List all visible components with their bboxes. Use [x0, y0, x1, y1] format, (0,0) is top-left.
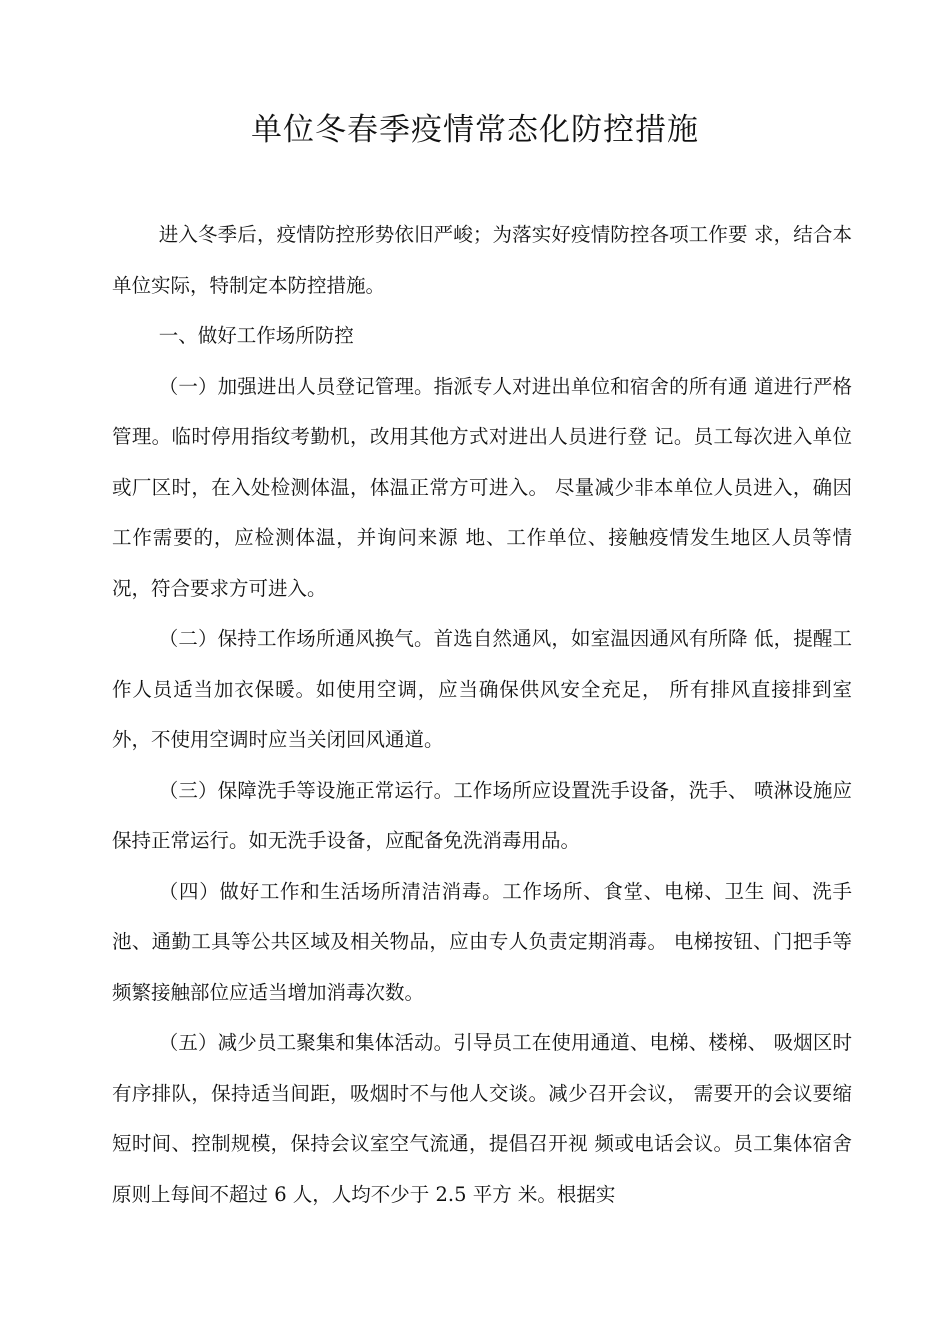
document-title: 单位冬春季疫情常态化防控措施 — [251, 112, 699, 148]
section-heading-workplace: 一、做好工作场所防控 — [158, 324, 354, 347]
item-4-paragraph: （四）做好工作和生活场所清洁消毒。工作场所、食堂、电梯、卫生 间、洗手池、通勤工具等公共区域及相关物品，应由专人负责定期消毒。 电梯按钮、门把手等频繁接触部位应适当增加消毒次数。 — [112, 879, 852, 1004]
item-3-paragraph: （三）保障洗手等设施正常运行。工作场所应设置洗手设备，洗手、 喷淋设施应保持正常运行。如无洗手设备，应配备免洗消毒用品。 — [112, 778, 852, 852]
item-1-paragraph: （一）加强进出人员登记管理。指派专人对进出单位和宿舍的所有通 道进行严格管理。临时停用指纹考勤机，改用其他方式对进出人员进行登 记。员工每次进入单位或厂区时，在入处检测体温，体温正常方可进入。 尽量减少非本单位人员进入，确因工作需要的，应检测体温，并询问来源 地、工作单位、接触疫情发生地区人员等情况，符合要求方可进入。 — [112, 374, 852, 600]
document-body — [112, 210, 852, 1220]
item-2-paragraph: （二）保持工作场所通风换气。首选自然通风，如室温因通风有所降 低，提醒工作人员适当加衣保暖。如使用空调，应当确保供风安全充足， 所有排风直接排到室外，不使用空调时应当关闭回风通道。 — [112, 627, 852, 751]
item-5-paragraph: （五）减少员工聚集和集体活动。引导员工在使用通道、电梯、楼梯、 吸烟区时有序排队，保持适当间距，吸烟时不与他人交谈。减少召开会议， 需要开的会议要缩短时间、控制规模，保持会议室空气流通，提倡召开视 频或电话会议。员工集体宿舍原则上每间不超过 6 人，人均不少于 2.5 平方 米。根据实 — [112, 1031, 852, 1206]
intro-paragraph: 进入冬季后，疫情防控形势依旧严峻；为落实好疫情防控各项工作要 求，结合本单位实际，特制定本防控措施。 — [112, 223, 852, 297]
